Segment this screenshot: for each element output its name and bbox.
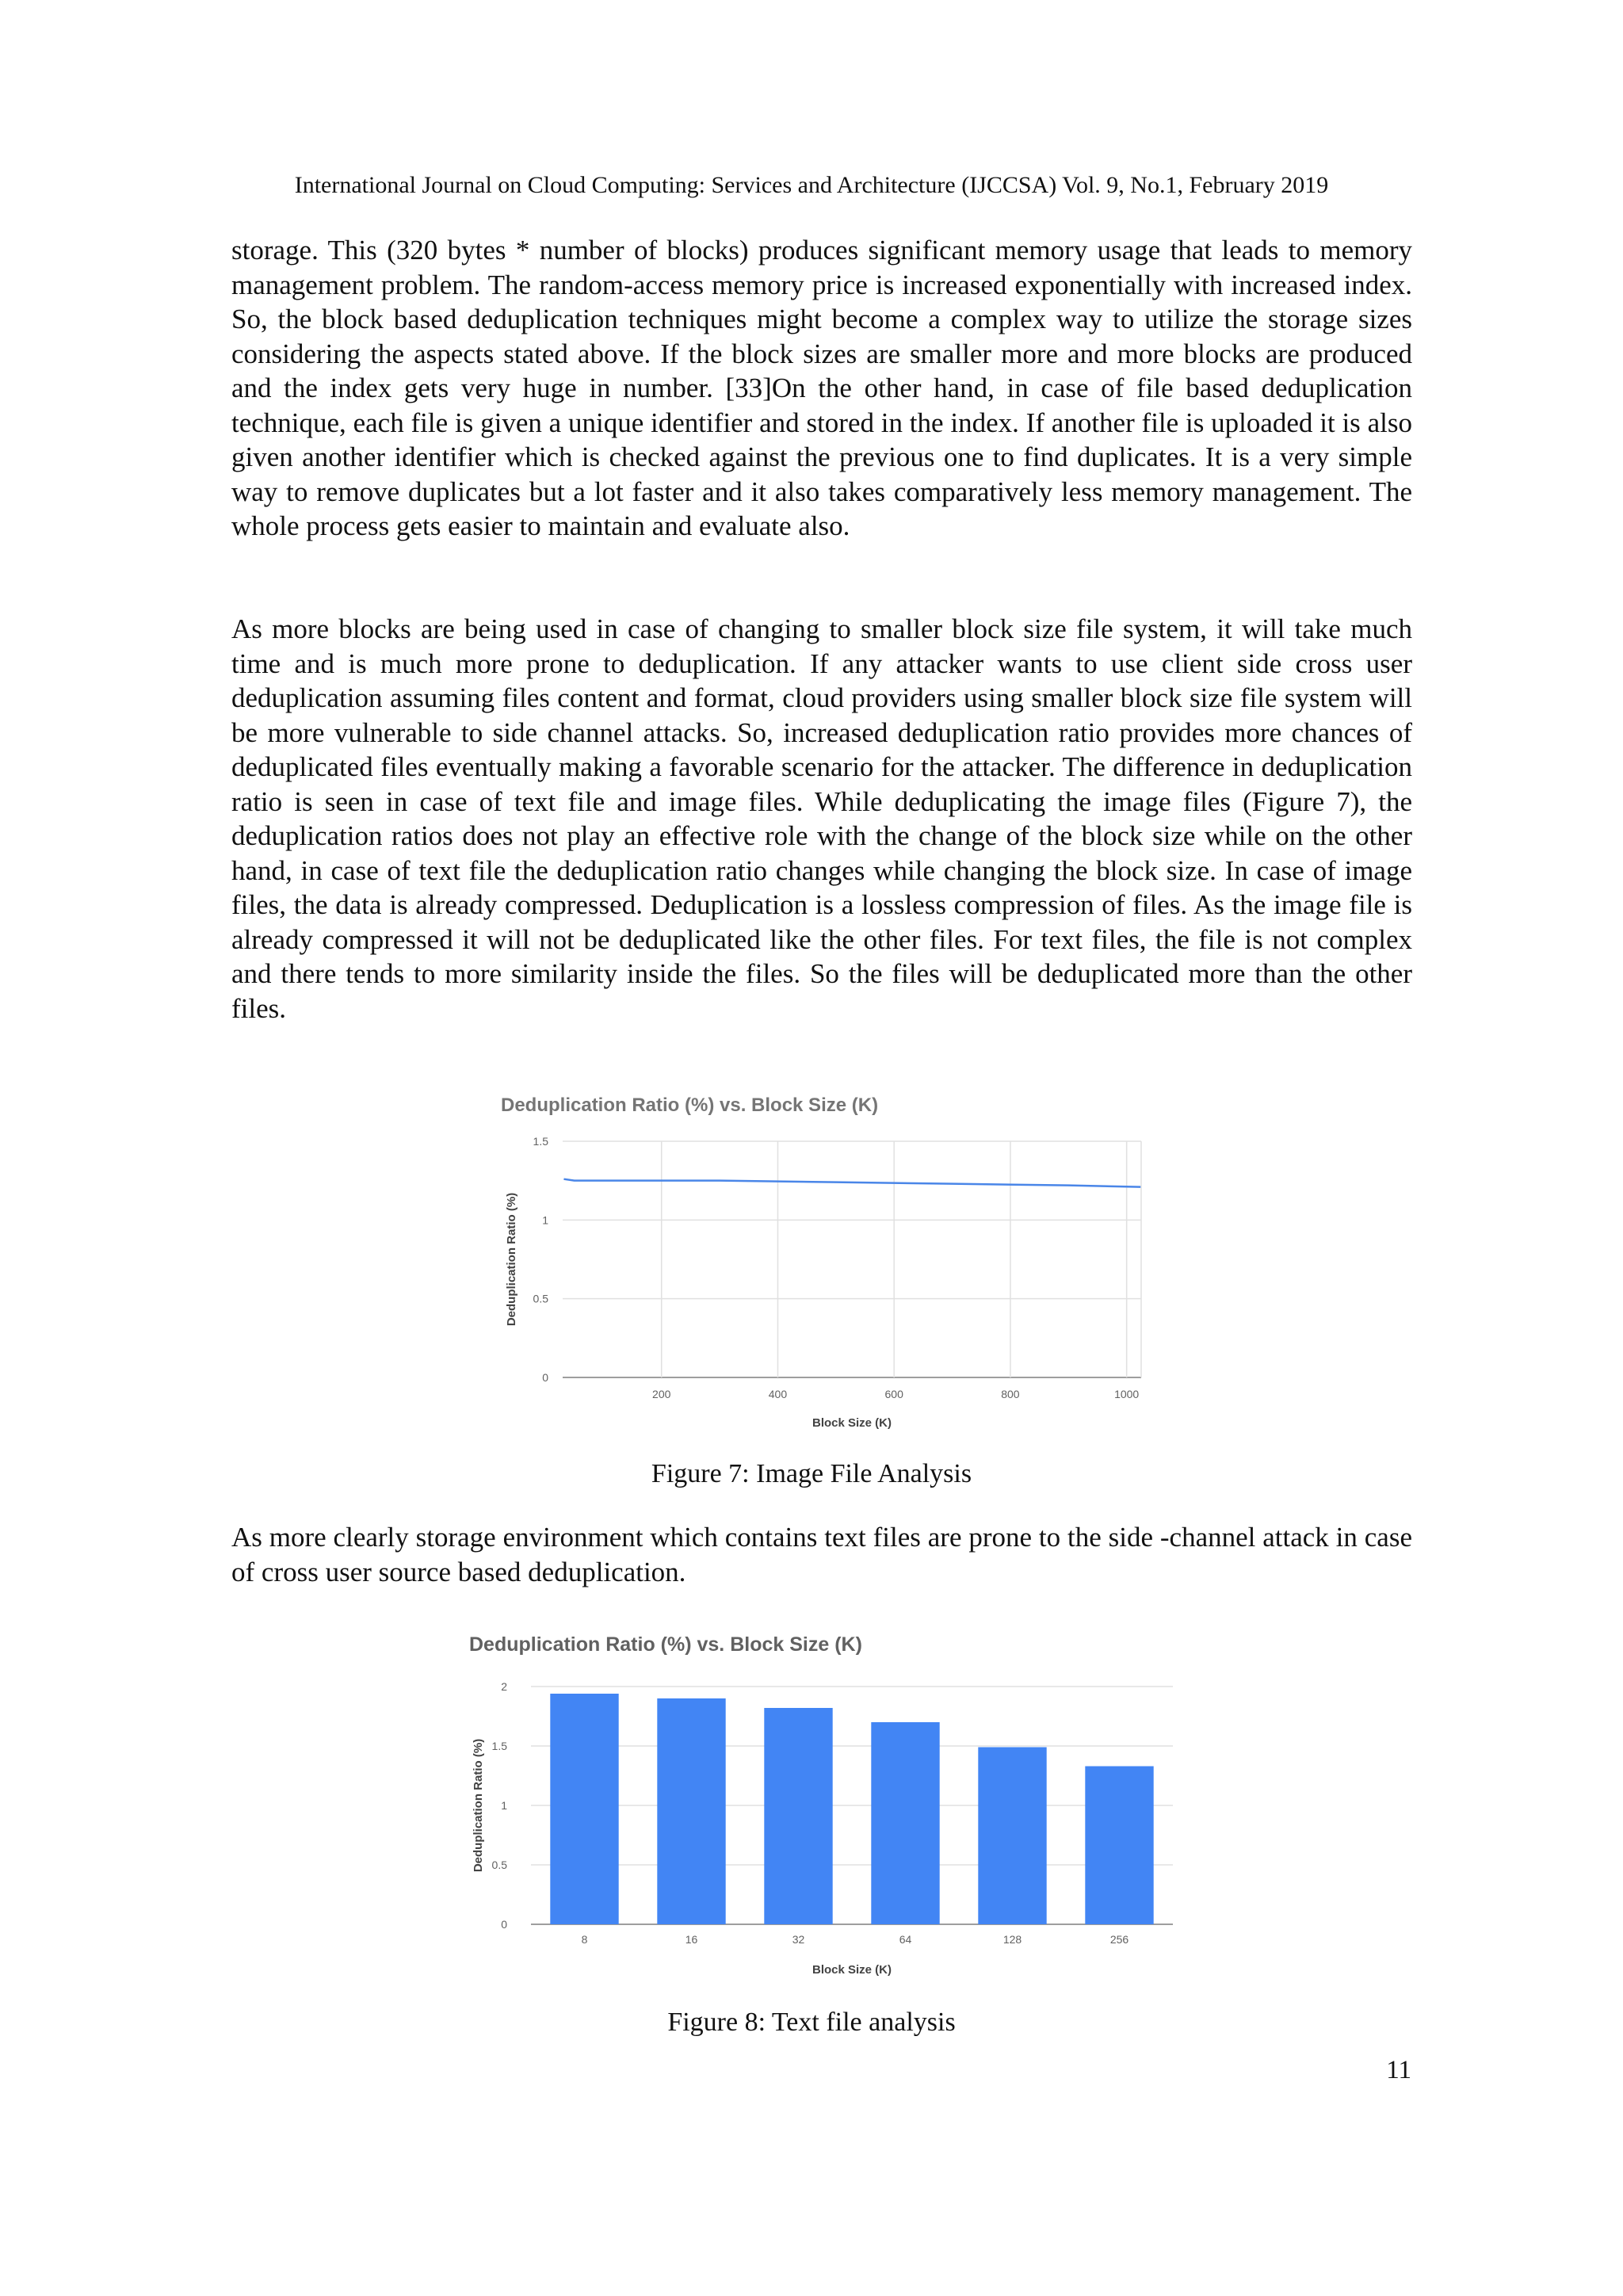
line-chart-svg [475,1086,1157,1435]
y-tick-label: 1 [542,1213,548,1227]
figure-8-caption: Figure 8: Text file analysis [667,2008,956,2037]
x-tick-label: 16 [685,1933,698,1946]
x-tick-label: 8 [581,1933,588,1946]
figure-7-chart [475,1086,1157,1435]
chart-title: Deduplication Ratio (%) vs. Block Size (K) [501,1095,879,1116]
x-tick-label: 64 [899,1933,912,1946]
x-axis-label: Block Size (K) [812,1963,892,1977]
x-tick-label: 256 [1109,1933,1129,1946]
bar [550,1694,618,1924]
figure-7-caption: Figure 7: Image File Analysis [651,1459,972,1488]
y-tick-label: 1 [501,1799,507,1812]
x-tick-label: 1000 [1114,1388,1140,1400]
figure-8-chart [444,1629,1189,1977]
bar [871,1722,939,1924]
paragraph-1: storage. This (320 bytes * number of blocks) produces significant memory usage that leads to memory management problem. The random-access memory price is increased exponentially with increased index. So, the block based deduplication techniques might become a complex way to utilize the storage sizes considering the aspects stated above. If the block sizes are smaller more and more blocks are produced and the index gets very huge in number. [33]On the other hand, in case of file based deduplication technique, each file is given a unique identifier and stored in the index. If another file is uploaded it is also given another identifier which is checked against the previous one to find duplicates. It is a very simple way to remove duplicates but a lot faster and it also takes comparatively less memory management. The whole process gets easier to maintain and evaluate also. [231,235,1412,541]
y-tick-label: 0.5 [491,1859,507,1871]
x-tick-label: 128 [1002,1933,1022,1946]
page-number: 11 [1386,2056,1411,2084]
bar [978,1748,1046,1925]
paragraph-2: As more blocks are being used in case of changing to smaller block size file system, it will take much time and is much more prone to deduplication. If any attacker wants to use client side cross user deduplication assuming files content and format, cloud providers using smaller block size file system will be more vulnerable to side channel attacks. So, increased deduplication ratio provides more chances of deduplicated files eventually making a favorable scenario for the attacker. The difference in deduplication ratio is seen in case of text file and image files. While deduplicating the image files (Figure 7), the deduplication ratios does not play an effective role with the change of the block size while on the other hand, in case of text file the deduplication ratio changes while changing the block size. In case of image files, the data is already compressed. Deduplication is a lossless compression of files. As the image file is already compressed it will not be deduplicated like the other files. For text files, the file is not complex and there tends to more similarity inside the files. So the files will be deduplicated more than the other files. [231,613,1412,1024]
x-tick-label: 400 [768,1388,788,1400]
bar-chart-svg [444,1629,1189,1977]
y-tick-label: 1.5 [533,1135,548,1148]
series-line [563,1179,1140,1187]
y-axis-label: Deduplication Ratio (%) [472,1738,485,1873]
x-tick-label: 32 [792,1933,805,1946]
y-tick-label: 2 [501,1680,507,1693]
journal-header: International Journal on Cloud Computing: Services and Architecture (IJCCSA) Vol. 9, No.1, February 2019 [294,172,1329,198]
y-tick-label: 0 [501,1918,507,1931]
bar [657,1698,725,1924]
x-tick-label: 200 [652,1388,671,1400]
y-tick-label: 0.5 [533,1292,548,1305]
y-tick-label: 0 [542,1371,548,1384]
x-tick-label: 800 [1001,1388,1020,1400]
y-tick-label: 1.5 [491,1740,507,1752]
bar [1085,1767,1153,1925]
chart-title: Deduplication Ratio (%) vs. Block Size (K) [469,1633,862,1656]
bar [764,1708,832,1924]
x-axis-label: Block Size (K) [812,1416,892,1430]
x-tick-label: 600 [884,1388,903,1400]
paragraph-3: As more clearly storage environment which contains text files are prone to the side -channel attack in case of cross user source based deduplication. [231,1522,1412,1587]
y-axis-label: Deduplication Ratio (%) [505,1192,518,1327]
